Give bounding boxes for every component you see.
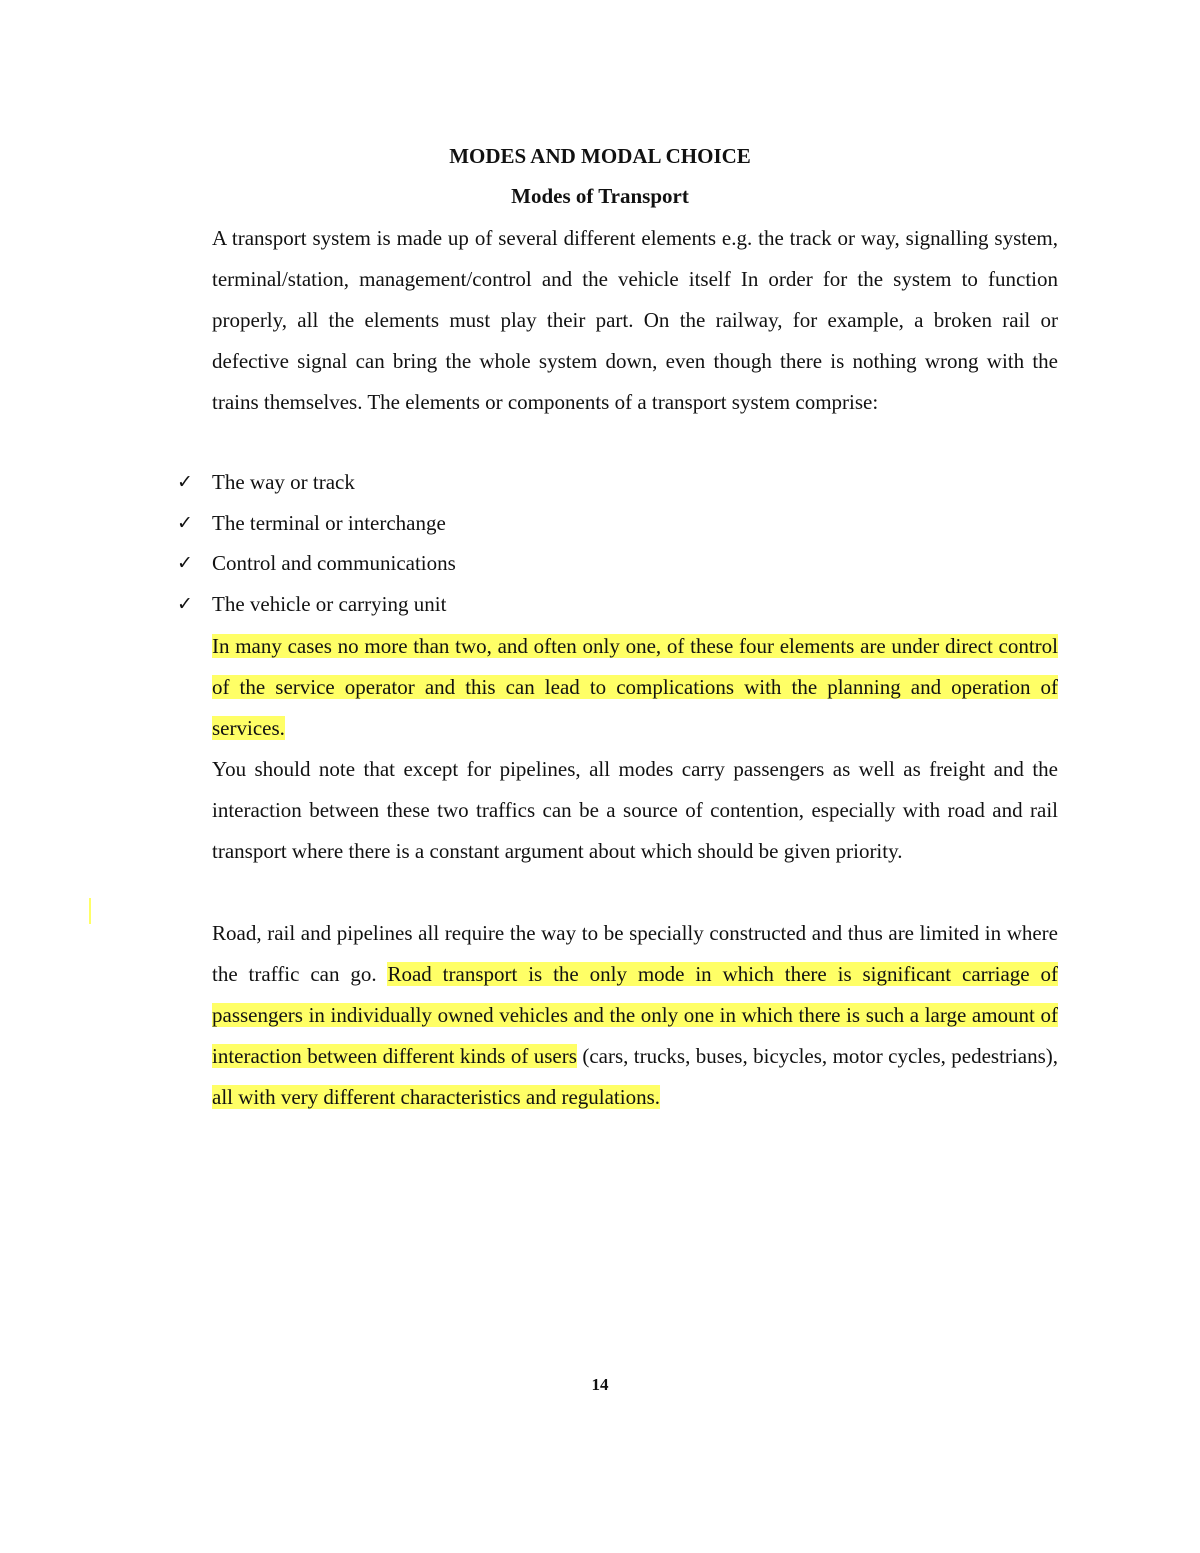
- check-icon: ✓: [177, 552, 193, 574]
- page-number: 14: [591, 1375, 609, 1394]
- page-title: MODES AND MODAL CHOICE: [449, 144, 751, 168]
- road-text-plain: (cars, trucks, buses, bicycles, motor cycles, pedestrians),: [576, 1044, 1058, 1068]
- check-icon: ✓: [177, 471, 193, 493]
- check-icon: ✓: [177, 511, 193, 534]
- freight-paragraph: You should note that except for pipelines, all modes carry passengers as well as freight and the interaction between these two traffics can be a source of contention, especially with road and rail transport where there is a constant argument about which should be given priority.: [212, 757, 1058, 863]
- section-heading: Modes of Transport: [511, 184, 689, 208]
- road-text-plain: Road, rail and pipelines all require the way to be specially constructed and thus are limited in where the traffic can go.: [212, 921, 1058, 986]
- road-text-highlight: Road transport is the only mode in which there is significant carriage of passengers in individually owned vehicles and the only one in which there is such a large amount of interaction between different kinds of users: [212, 962, 1058, 1068]
- highlight-mark: [89, 898, 91, 924]
- list-item: [174, 543, 674, 584]
- list-item: [174, 503, 674, 544]
- road-text-highlight: all with very different characteristics and regulations.: [212, 1085, 661, 1109]
- list-item: [174, 462, 674, 503]
- list-item-text: The vehicle or carrying unit: [212, 591, 447, 616]
- highlighted-paragraph: [212, 626, 1058, 749]
- elements-checklist: [174, 462, 674, 624]
- check-icon: ✓: [177, 592, 193, 615]
- list-item: [174, 584, 674, 625]
- list-item-text: Control and communications: [212, 551, 456, 575]
- list-item-text: The terminal or interchange: [212, 510, 446, 535]
- road-paragraph: [212, 913, 1058, 1118]
- list-item-text: The way or track: [212, 470, 355, 494]
- highlighted-text: In many cases no more than two, and often only one, of these four elements are under direct control of the service operator and this can lead to complications with the planning and operation of services.: [212, 634, 1058, 740]
- intro-paragraph: A transport system is made up of several different elements e.g. the track or way, signalling system, terminal/station, management/control and the vehicle itself In order for the system to function properly, all the elements must play their part. On the railway, for example, a broken rail or defective signal can bring the whole system down, even though there is nothing wrong with the trains themselves. The elements or components of a transport system comprise:: [212, 226, 1058, 414]
